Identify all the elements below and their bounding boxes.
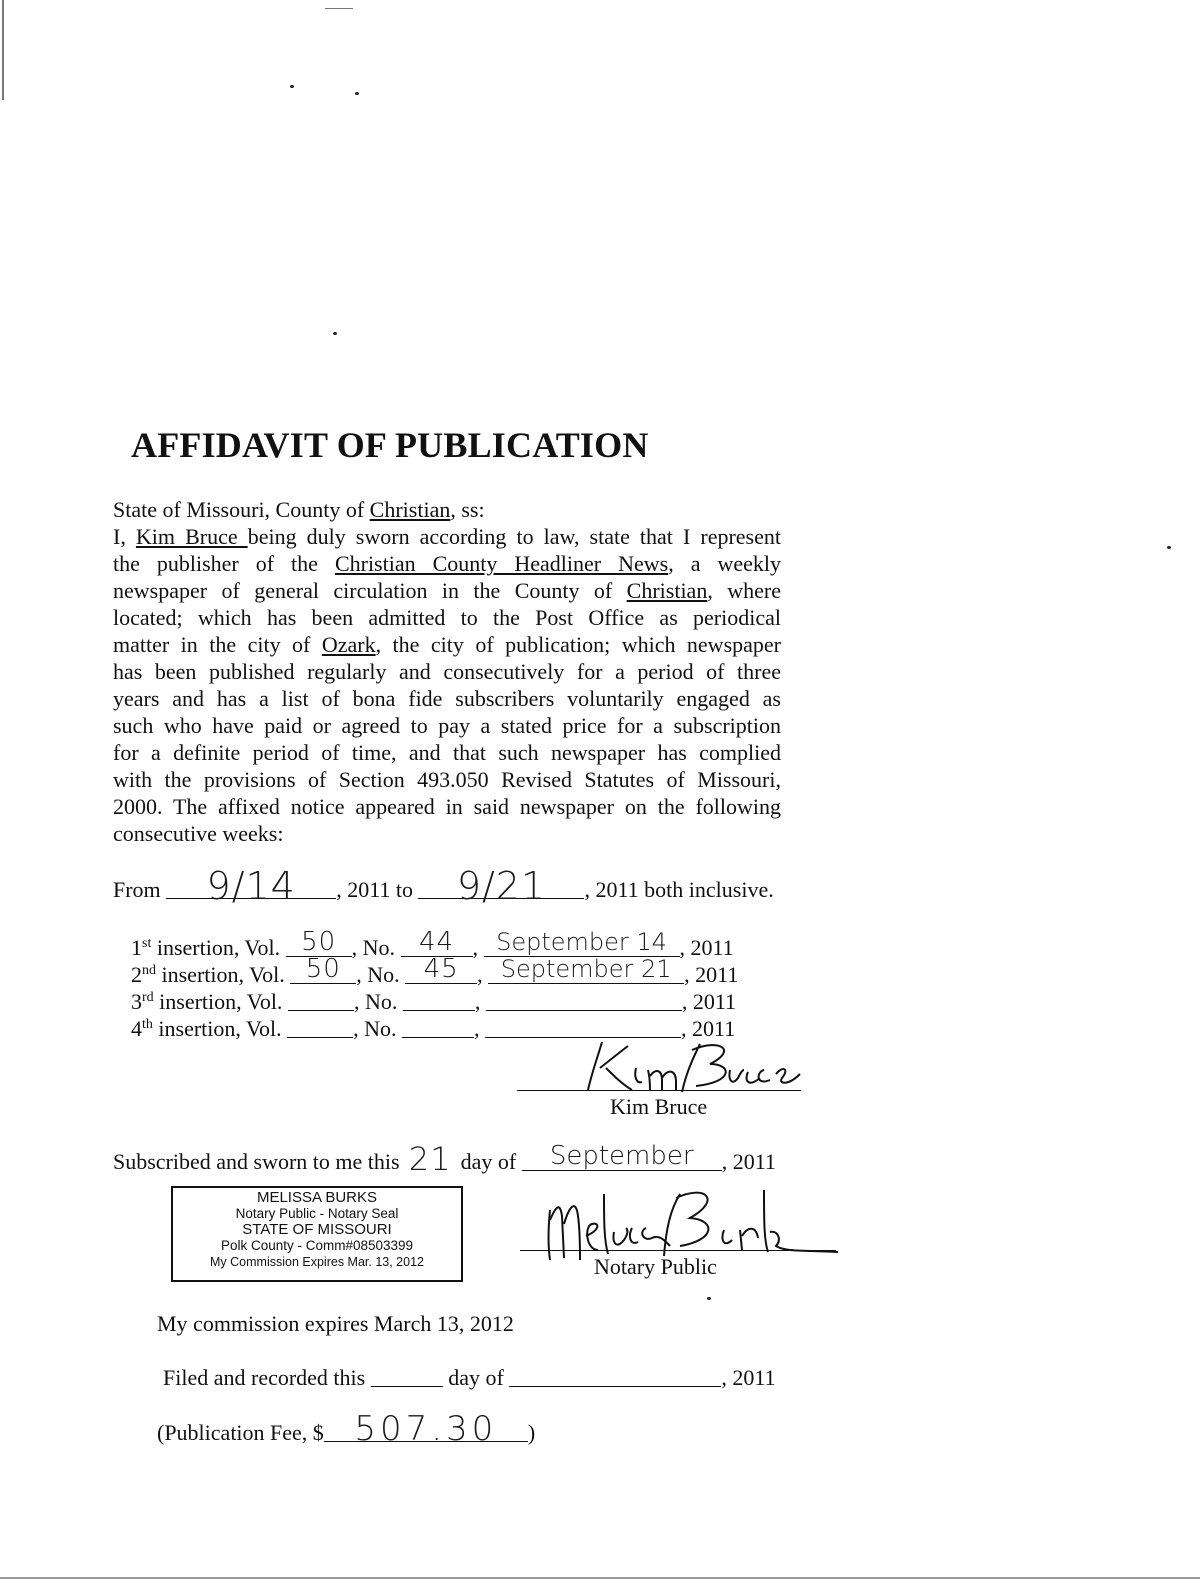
body-line: newspaper of general circulation in the County of Christian, where: [113, 578, 781, 603]
date-field: September 21: [488, 963, 684, 984]
sworn-day-field: 21: [408, 1140, 452, 1178]
number-field: 45: [405, 963, 477, 984]
stamp-county: Polk County - Comm#08503399: [220, 1238, 414, 1253]
filed-month-field: [509, 1366, 721, 1387]
insertion-row-1: 1st insertion, Vol. 50 , No. 44 , September 14 , 2011: [131, 927, 734, 960]
number-field: 44: [401, 936, 473, 957]
affiant-signature-line: [517, 1090, 801, 1091]
stamp-state: STATE OF MISSOURI: [242, 1221, 392, 1238]
volume-field: 50: [290, 963, 356, 984]
insertion-row-3: 3rd insertion, Vol. , No. , , 2011: [131, 989, 737, 1014]
scan-edge-left: [2, 0, 4, 100]
sworn-month-field: September: [522, 1150, 722, 1171]
newspaper-name: Christian County Headliner News: [334, 551, 669, 576]
body-line: for a definite period of time, and that such newspaper has complied: [113, 740, 781, 765]
body-line: the publisher of the Christian County Headliner News, a weekly: [113, 551, 781, 576]
stamp-expiration: My Commission Expires Mar. 13, 2012: [210, 1255, 424, 1269]
subscribed-line: Subscribed and sworn to me this 21 day of September , 2011: [113, 1140, 776, 1178]
body-line: has been published regularly and consecutively for a period of three: [113, 659, 781, 684]
volume-field: 50: [286, 936, 352, 957]
county-name: Christian: [626, 578, 708, 603]
number-field: [402, 1017, 474, 1038]
body-line: with the provisions of Section 493.050 Revised Statutes of Missouri,: [113, 767, 781, 792]
body-line: I, Kim Bruce being duly sworn according to law, state that I represent: [113, 524, 781, 549]
scan-speck: [1167, 546, 1171, 549]
scan-speck: [333, 332, 337, 335]
document-title: AFFIDAVIT OF PUBLICATION: [131, 425, 649, 465]
body-line: consecutive weeks:: [113, 821, 284, 846]
insertion-row-4: 4th insertion, Vol. , No. , , 2011: [131, 1016, 736, 1041]
notary-signature-line: [520, 1250, 836, 1251]
stamp-name: MELISSA BURKS: [256, 1189, 378, 1206]
city-name: Ozark: [321, 632, 376, 657]
affiant-signature: [570, 1034, 810, 1096]
body-line: matter in the city of Ozark, the city of publication; which newspaper: [113, 632, 781, 657]
affiant-name: Kim Bruce: [135, 524, 248, 549]
date-field: September 14: [484, 936, 680, 957]
body-line: 2000. The affixed notice appeared in said newspaper on the following: [113, 794, 781, 819]
fee-amount-field: 507.30: [324, 1421, 528, 1442]
scan-speck: [290, 85, 294, 88]
body-line: located; which has been admitted to the Post Office as periodical: [113, 605, 781, 630]
stamp-title: Notary Public - Notary Seal: [235, 1206, 399, 1221]
commission-expiration: My commission expires March 13, 2012: [157, 1311, 514, 1336]
publication-fee-line: (Publication Fee, $ 507.30 ): [157, 1409, 536, 1449]
notary-stamp: [171, 1186, 463, 1282]
scan-edge-top: [325, 8, 353, 9]
date-range-line: From 9/14 , 2011 to 9/21 , 2011 both inclusive.: [113, 864, 774, 908]
body-line: such who have paid or agreed to pay a stated price for a subscription: [113, 713, 781, 738]
to-date-field: 9/21: [418, 878, 584, 899]
affiant-name-caption: Kim Bruce: [610, 1094, 708, 1119]
body-line: State of Missouri, County of Christian, ss:: [113, 497, 485, 522]
volume-field: [287, 1017, 353, 1038]
number-field: [403, 990, 475, 1011]
notary-public-caption: Notary Public: [594, 1254, 717, 1279]
from-date-field: 9/14: [166, 878, 336, 899]
volume-field: [288, 990, 354, 1011]
date-field: [486, 990, 682, 1011]
scan-speck: [707, 1297, 711, 1300]
filed-day-field: [371, 1366, 443, 1387]
filed-line: Filed and recorded this day of , 2011: [163, 1365, 776, 1390]
county-name: Christian: [369, 497, 451, 522]
scan-speck: [355, 92, 359, 95]
insertion-row-2: 2nd insertion, Vol. 50 , No. 45 , September 21 , 2011: [131, 954, 739, 987]
body-line: years and has a list of bona fide subscribers voluntarily engaged as: [113, 686, 781, 711]
